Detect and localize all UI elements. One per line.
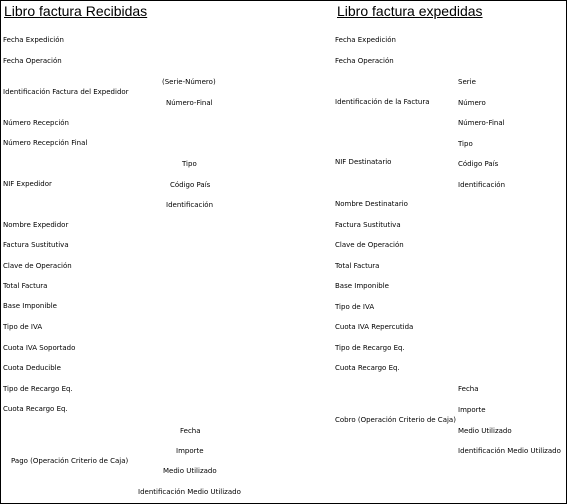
recibidas-field-fecha-expedicion: Fecha Expedición bbox=[3, 36, 64, 44]
expedidas-field-cuota-iva-repercutida: Cuota IVA Repercutida bbox=[335, 323, 414, 331]
recibidas-field-numero-recepcion: Número Recepción bbox=[3, 119, 69, 127]
expedidas-sub-fecha: Fecha bbox=[458, 385, 479, 393]
expedidas-field-nif-destinatario: NIF Destinatario bbox=[335, 158, 392, 166]
recibidas-sub-serie-numero: (Serie-Número) bbox=[162, 78, 216, 86]
recibidas-field-total-factura: Total Factura bbox=[3, 282, 48, 290]
recibidas-field-cuota-deducible: Cuota Deducible bbox=[3, 364, 61, 372]
recibidas-title: Libro factura Recibidas bbox=[4, 3, 148, 19]
recibidas-field-tipo-recargo: Tipo de Recargo Eq. bbox=[3, 385, 73, 393]
expedidas-sub-numero-final: Número-Final bbox=[458, 119, 505, 127]
expedidas-field-tipo-recargo: Tipo de Recargo Eq. bbox=[335, 344, 405, 352]
expedidas-sub-identificacion: Identificación bbox=[458, 181, 506, 189]
expedidas-field-tipo-iva: Tipo de IVA bbox=[335, 303, 375, 311]
expedidas-sub-tipo: Tipo bbox=[458, 140, 473, 148]
recibidas-field-identificacion-factura: Identificación Factura del Expedidor bbox=[3, 88, 129, 96]
recibidas-field-numero-recepcion-final: Número Recepción Final bbox=[3, 139, 88, 147]
recibidas-field-pago: Pago (Operación Criterio de Caja) bbox=[11, 457, 129, 465]
expedidas-field-fecha-expedicion: Fecha Expedición bbox=[335, 36, 396, 44]
expedidas-sub-serie: Serie bbox=[458, 78, 476, 86]
expedidas-field-clave-operacion: Clave de Operación bbox=[335, 241, 404, 249]
recibidas-sub-codigo-pais: Código País bbox=[170, 181, 211, 189]
recibidas-sub-importe: Importe bbox=[176, 447, 204, 455]
expedidas-sub-numero: Número bbox=[458, 99, 486, 107]
recibidas-field-cuota-recargo: Cuota Recargo Eq. bbox=[3, 405, 68, 413]
recibidas-sub-tipo: Tipo bbox=[182, 160, 197, 168]
expedidas-field-cuota-recargo: Cuota Recargo Eq. bbox=[335, 364, 400, 372]
recibidas-field-nif-expedidor: NIF Expedidor bbox=[3, 180, 52, 188]
expedidas-sub-importe: Importe bbox=[458, 406, 486, 414]
recibidas-field-clave-operacion: Clave de Operación bbox=[3, 262, 72, 270]
recibidas-sub-fecha: Fecha bbox=[180, 427, 201, 435]
recibidas-sub-identificacion-medio: Identificación Medio Utilizado bbox=[138, 488, 241, 496]
recibidas-field-base-imponible: Base Imponible bbox=[3, 302, 57, 310]
expedidas-sub-identificacion-medio: Identificación Medio Utilizado bbox=[458, 447, 561, 455]
expedidas-sub-medio-utilizado: Medio Utilizado bbox=[458, 427, 512, 435]
recibidas-field-cuota-iva-soportado: Cuota IVA Soportado bbox=[3, 344, 76, 352]
recibidas-field-nombre-expedidor: Nombre Expedidor bbox=[3, 221, 69, 229]
expedidas-field-nombre-destinatario: Nombre Destinatario bbox=[335, 200, 408, 208]
expedidas-field-total-factura: Total Factura bbox=[335, 262, 380, 270]
expedidas-field-fecha-operacion: Fecha Operación bbox=[335, 57, 394, 65]
recibidas-field-fecha-operacion: Fecha Operación bbox=[3, 57, 62, 65]
expedidas-field-factura-sustitutiva: Factura Sustitutiva bbox=[335, 221, 401, 229]
expedidas-sub-codigo-pais: Código País bbox=[458, 160, 499, 168]
recibidas-field-factura-sustitutiva: Factura Sustitutiva bbox=[3, 241, 69, 249]
expedidas-title: Libro factura expedidas bbox=[337, 3, 483, 19]
recibidas-field-tipo-iva: Tipo de IVA bbox=[3, 323, 43, 331]
recibidas-sub-numero-final: Número-Final bbox=[166, 99, 213, 107]
recibidas-sub-medio-utilizado: Medio Utilizado bbox=[163, 467, 217, 475]
expedidas-field-base-imponible: Base Imponible bbox=[335, 282, 389, 290]
expedidas-field-identificacion-factura: Identificación de la Factura bbox=[335, 98, 430, 106]
recibidas-sub-identificacion: Identificación bbox=[166, 201, 214, 209]
expedidas-field-cobro: Cobro (Operación Criterio de Caja) bbox=[335, 416, 456, 424]
